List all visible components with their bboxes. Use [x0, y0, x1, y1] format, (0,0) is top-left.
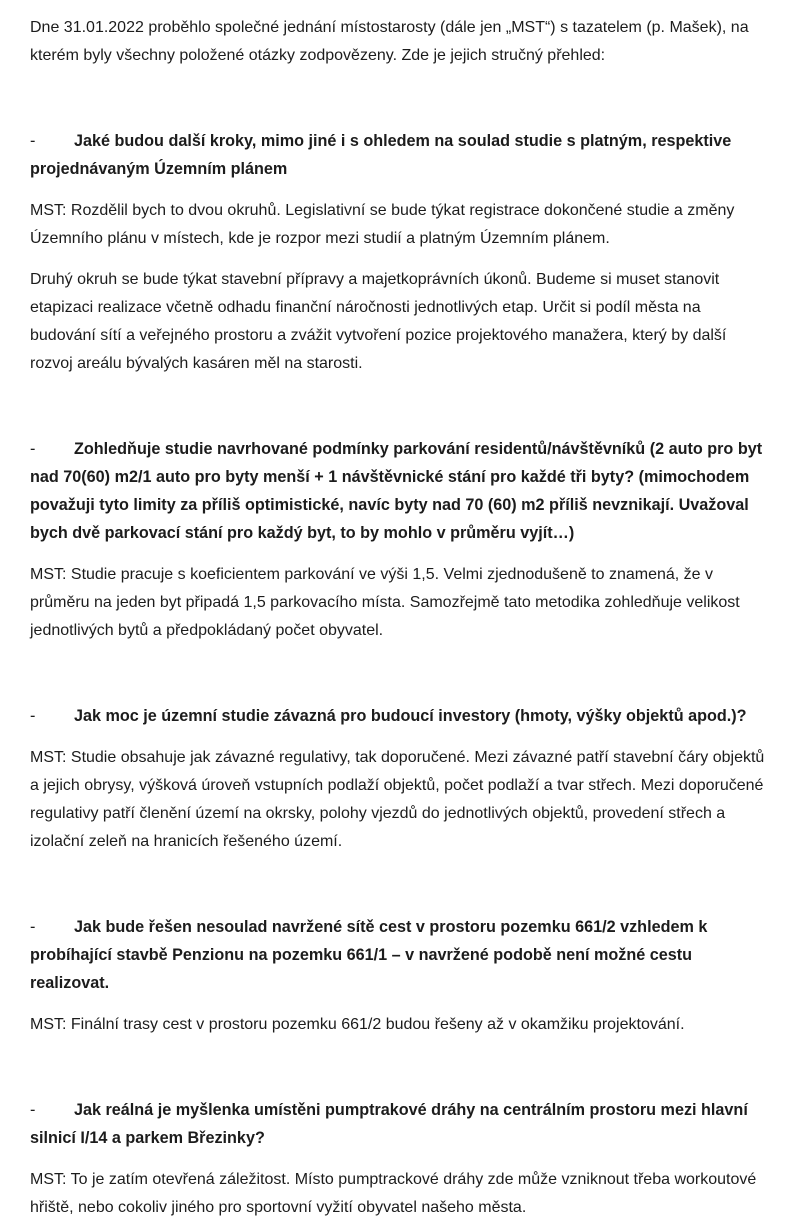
qa-item [30, 1096, 770, 1222]
question-text: Zohledňuje studie navrhované podmínky parkování residentů/návštěvníků (2 auto pro byt nad 70(60) m2/1 auto pro byty menší + 1 návštěvnické stání pro každé tři byty? (mimochodem považuji tyto limity za příliš optimistické, navíc byty nad 70 (60) m2 příliš nevznikají. Uvažoval bych dvě parkovací stání pro každý byt, to by mohlo v průměru vyjít…) [30, 440, 763, 542]
question [30, 913, 770, 997]
question [30, 702, 770, 730]
question [30, 127, 770, 183]
intro-paragraph: Dne 31.01.2022 proběhlo společné jednání místostarosty (dále jen „MST“) s tazatelem (p. Mašek), na kterém byly všechny položené otázky zodpovězeny. Zde je jejich stručný přehled: [30, 19, 749, 64]
qa-item [30, 127, 770, 378]
list-dash: - [30, 1101, 36, 1119]
qa-item [30, 435, 770, 645]
question-text: Jak bude řešen nesoulad navržené sítě cest v prostoru pozemku 661/2 vzhledem k probíhající stavbě Penzionu na pozemku 661/1 – v navržené podobě není možné cestu realizovat. [30, 918, 708, 992]
answer-paragraph: MST: To je zatím otevřená záležitost. Místo pumptrackové dráhy zde může vzniknout třeba workoutové hřiště, nebo cokoliv jiného pro sportovní vyžití obyvatel našeho města. [30, 1171, 757, 1216]
answer-paragraph: MST: Finální trasy cest v prostoru pozemku 661/2 budou řešeny až v okamžiku projektování. [30, 1016, 685, 1033]
answer-paragraph: MST: Rozdělil bych to dvou okruhů. Legislativní se bude týkat registrace dokončené studie a změny Územního plánu v místech, kde je rozpor mezi studií a platným Územním plánem. [30, 202, 735, 247]
answer-paragraph: MST: Studie pracuje s koeficientem parkování ve výši 1,5. Velmi zjednodušeně to znamená, že v průměru na jeden byt připadá 1,5 parkovacího místa. Samozřejmě tato metodika zohledňuje velikost jednotlivých bytů a předpokládaný počet obyvatel. [30, 566, 740, 639]
question-text: Jak moc je územní studie závazná pro budoucí investory (hmoty, výšky objektů apod.)? [74, 707, 747, 725]
question [30, 1096, 770, 1152]
question-text: Jaké budou další kroky, mimo jiné i s ohledem na soulad studie s platným, respektive projednávaným Územním plánem [30, 132, 732, 178]
question-text: Jak reálná je myšlenka umístěni pumptrakové dráhy na centrálním prostoru mezi hlavní silnicí I/14 a parkem Březinky? [30, 1101, 748, 1147]
qa-item [30, 702, 770, 856]
list-dash: - [30, 132, 36, 150]
list-dash: - [30, 440, 36, 458]
answer-paragraph: Druhý okruh se bude týkat stavební přípravy a majetkoprávních úkonů. Budeme si muset stanovit etapizaci realizace včetně odhadu finanční náročnosti jednotlivých etap. Určit si podíl města na budování sítí a veřejného prostoru a zvážit vytvoření pozice projektového manažera, který by další rozvoj areálu bývalých kasáren měl na starosti. [30, 271, 727, 372]
list-dash: - [30, 707, 36, 725]
qa-item [30, 913, 770, 1039]
list-dash: - [30, 918, 36, 936]
question [30, 435, 770, 547]
answer-paragraph: MST: Studie obsahuje jak závazné regulativy, tak doporučené. Mezi závazné patří stavební čáry objektů a jejich obrysy, výšková úroveň vstupních podlaží objektů, počet podlaží a tvar střech. Mezi doporučené regulativy patří členění území na okrsky, polohy vjezdů do jednotlivých objektů, provedení střech a izolační zeleň na hranicích řešeného území. [30, 749, 765, 850]
